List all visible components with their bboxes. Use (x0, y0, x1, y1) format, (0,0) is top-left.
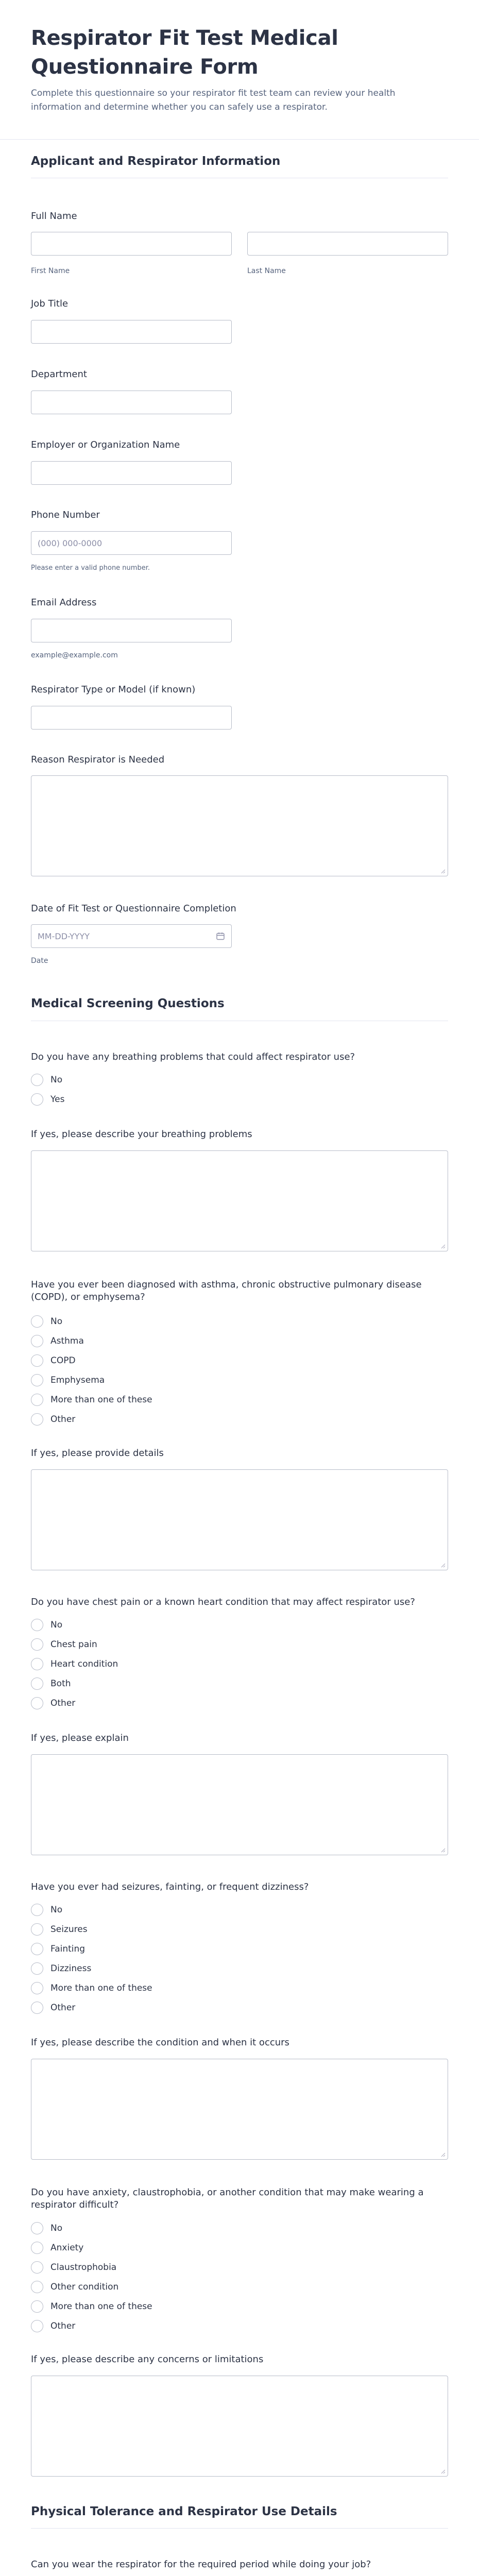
phone-input[interactable]: (000) 000-0000 (31, 531, 232, 555)
reason-textarea[interactable] (31, 775, 448, 876)
radio-option[interactable] (31, 1959, 152, 1978)
anxiety-question-label: Do you have anxiety, claustrophobia, or another condition that may make wearing a respirator difficult? (31, 2187, 424, 2210)
option-label: No (50, 2223, 63, 2233)
email-input[interactable] (31, 619, 232, 642)
option-label: Heart condition (50, 1659, 118, 1669)
option-label: No (50, 1620, 63, 1630)
date-input[interactable] (31, 924, 232, 948)
option-label: Other (50, 2321, 76, 2331)
radio-option[interactable] (31, 1351, 152, 1370)
option-label: Yes (50, 1094, 65, 1105)
anxiety-desc-textarea[interactable] (31, 2376, 448, 2477)
asthma-options (31, 1312, 152, 1429)
section-title-screening: Medical Screening Questions (31, 997, 225, 1010)
option-label: No (50, 1075, 63, 1085)
option-label: Asthma (50, 1336, 84, 1346)
radio-button[interactable] (31, 1374, 43, 1386)
date-placeholder: MM-DD-YYYY (38, 931, 90, 941)
first-name-input[interactable] (31, 232, 232, 256)
radio-button[interactable] (31, 2002, 43, 2014)
employer-label: Employer or Organization Name (31, 439, 180, 450)
radio-option[interactable] (31, 1090, 64, 1109)
reason-label: Reason Respirator is Needed (31, 754, 165, 765)
option-label: COPD (50, 1355, 76, 1366)
seizure-desc-textarea[interactable] (31, 2059, 448, 2160)
radio-button[interactable] (31, 2300, 43, 2313)
email-label: Email Address (31, 597, 97, 608)
phone-sublabel: Please enter a valid phone number. (31, 564, 150, 572)
radio-option[interactable] (31, 1978, 152, 1998)
last-name-input[interactable] (247, 232, 448, 256)
resize-grip-icon[interactable] (440, 869, 446, 874)
seizure-options (31, 1900, 152, 2018)
employer-input[interactable] (31, 461, 232, 485)
option-label: More than one of these (50, 1983, 152, 1993)
radio-option[interactable] (31, 1390, 152, 1410)
department-label: Department (31, 369, 87, 380)
option-label: More than one of these (50, 2301, 152, 2312)
option-label: Other (50, 1414, 76, 1425)
option-label: Dizziness (50, 1963, 92, 1974)
asthma-question-label: Have you ever been diagnosed with asthma, chronic obstructive pulmonary disease (COPD), or emphysema? (31, 1279, 422, 1302)
radio-option[interactable] (31, 1635, 118, 1654)
first-name-sublabel: First Name (31, 267, 70, 275)
radio-button[interactable] (31, 2222, 43, 2234)
breathing-question-label: Do you have any breathing problems that could affect respirator use? (31, 1052, 355, 1062)
radio-button[interactable] (31, 2242, 43, 2254)
option-label: No (50, 1905, 63, 1915)
resize-grip-icon[interactable] (440, 2469, 446, 2474)
department-input[interactable] (31, 391, 232, 414)
breathing-desc-textarea[interactable] (31, 1150, 448, 1251)
radio-button[interactable] (31, 1413, 43, 1426)
breathing-options (31, 1070, 64, 1109)
date-label: Date of Fit Test or Questionnaire Completion (31, 903, 236, 914)
option-label: Other (50, 1698, 76, 1708)
radio-button[interactable] (31, 2261, 43, 2274)
radio-option[interactable] (31, 1410, 152, 1429)
radio-option[interactable] (31, 1920, 152, 1939)
radio-button[interactable] (31, 1962, 43, 1975)
radio-option[interactable] (31, 1674, 118, 1693)
chest-question-label: Do you have chest pain or a known heart condition that may affect respirator use? (31, 1597, 415, 1607)
phone-label: Phone Number (31, 510, 100, 520)
radio-option[interactable] (31, 2277, 152, 2297)
section-title-tolerance: Physical Tolerance and Respirator Use Details (31, 2505, 337, 2518)
last-name-sublabel: Last Name (247, 267, 286, 275)
job-title-input[interactable] (31, 320, 232, 344)
radio-button[interactable] (31, 1923, 43, 1936)
section-divider (31, 2528, 448, 2529)
respirator-type-label: Respirator Type or Model (if known) (31, 684, 196, 695)
radio-option[interactable] (31, 1312, 152, 1331)
radio-option[interactable] (31, 1939, 152, 1959)
radio-button[interactable] (31, 1074, 43, 1086)
job-title-label: Job Title (31, 298, 69, 309)
option-label: More than one of these (50, 1395, 152, 1405)
radio-option[interactable] (31, 2297, 152, 2316)
calendar-icon[interactable] (216, 931, 225, 941)
radio-button[interactable] (31, 1697, 43, 1709)
seizure-desc-label: If yes, please describe the condition and when it occurs (31, 2037, 289, 2048)
option-label: Both (50, 1679, 71, 1689)
radio-option[interactable] (31, 1370, 152, 1390)
respirator-type-input[interactable] (31, 706, 232, 730)
email-sublabel: example@example.com (31, 651, 118, 659)
resize-grip-icon[interactable] (440, 1848, 446, 1853)
radio-button[interactable] (31, 1315, 43, 1328)
seizure-question-label: Have you ever had seizures, fainting, or frequent dizziness? (31, 1882, 309, 1892)
section-title-applicant: Applicant and Respirator Information (31, 155, 281, 168)
radio-option[interactable] (31, 2316, 152, 2336)
option-label: Anxiety (50, 2243, 84, 2253)
radio-button[interactable] (31, 1394, 43, 1406)
radio-option[interactable] (31, 1615, 118, 1635)
radio-option[interactable] (31, 2238, 152, 2258)
radio-option[interactable] (31, 1900, 152, 1920)
radio-option[interactable] (31, 1070, 64, 1090)
option-label: Other (50, 2003, 76, 2013)
radio-button[interactable] (31, 1677, 43, 1690)
radio-button[interactable] (31, 1943, 43, 1955)
radio-button[interactable] (31, 1982, 43, 1994)
radio-button[interactable] (31, 1904, 43, 1916)
chest-desc-textarea[interactable] (31, 1754, 448, 1855)
chest-desc-label: If yes, please explain (31, 1733, 129, 1743)
radio-option[interactable] (31, 2218, 152, 2238)
anxiety-options (31, 2218, 152, 2336)
radio-option[interactable] (31, 1693, 118, 1713)
asthma-desc-label: If yes, please provide details (31, 1448, 164, 1459)
asthma-desc-textarea[interactable] (31, 1469, 448, 1570)
form-header (0, 0, 479, 140)
option-label: Emphysema (50, 1375, 105, 1385)
radio-button[interactable] (31, 1354, 43, 1367)
radio-button[interactable] (31, 2281, 43, 2293)
resize-grip-icon[interactable] (440, 1563, 446, 1568)
radio-button[interactable] (31, 1638, 43, 1651)
radio-button[interactable] (31, 2320, 43, 2332)
option-label: No (50, 1316, 63, 1327)
form-description: Complete this questionnaire so your respirator fit test team can review your health information and determine whether you can safely use a respirator. (31, 88, 396, 112)
radio-option[interactable] (31, 1998, 152, 2018)
radio-option[interactable] (31, 1654, 118, 1674)
breathing-desc-label: If yes, please describe your breathing problems (31, 1129, 252, 1140)
radio-option[interactable] (31, 1331, 152, 1351)
radio-button[interactable] (31, 1093, 43, 1106)
date-sublabel: Date (31, 957, 48, 965)
radio-button[interactable] (31, 1658, 43, 1670)
option-label: Other condition (50, 2282, 119, 2292)
option-label: Seizures (50, 1924, 88, 1935)
option-label: Fainting (50, 1944, 85, 1954)
resize-grip-icon[interactable] (440, 1244, 446, 1249)
option-label: Chest pain (50, 1639, 97, 1650)
chest-options (31, 1615, 118, 1713)
option-label: Claustrophobia (50, 2262, 117, 2273)
form-title: Respirator Fit Test Medical Questionnaire Form (31, 26, 338, 79)
wear-question-label: Can you wear the respirator for the required period while doing your job? (31, 2559, 371, 2570)
radio-option[interactable] (31, 2258, 152, 2277)
radio-button[interactable] (31, 1619, 43, 1631)
resize-grip-icon[interactable] (440, 2152, 446, 2157)
full-name-label: Full Name (31, 211, 77, 222)
radio-button[interactable] (31, 1335, 43, 1347)
anxiety-desc-label: If yes, please describe any concerns or limitations (31, 2354, 264, 2365)
